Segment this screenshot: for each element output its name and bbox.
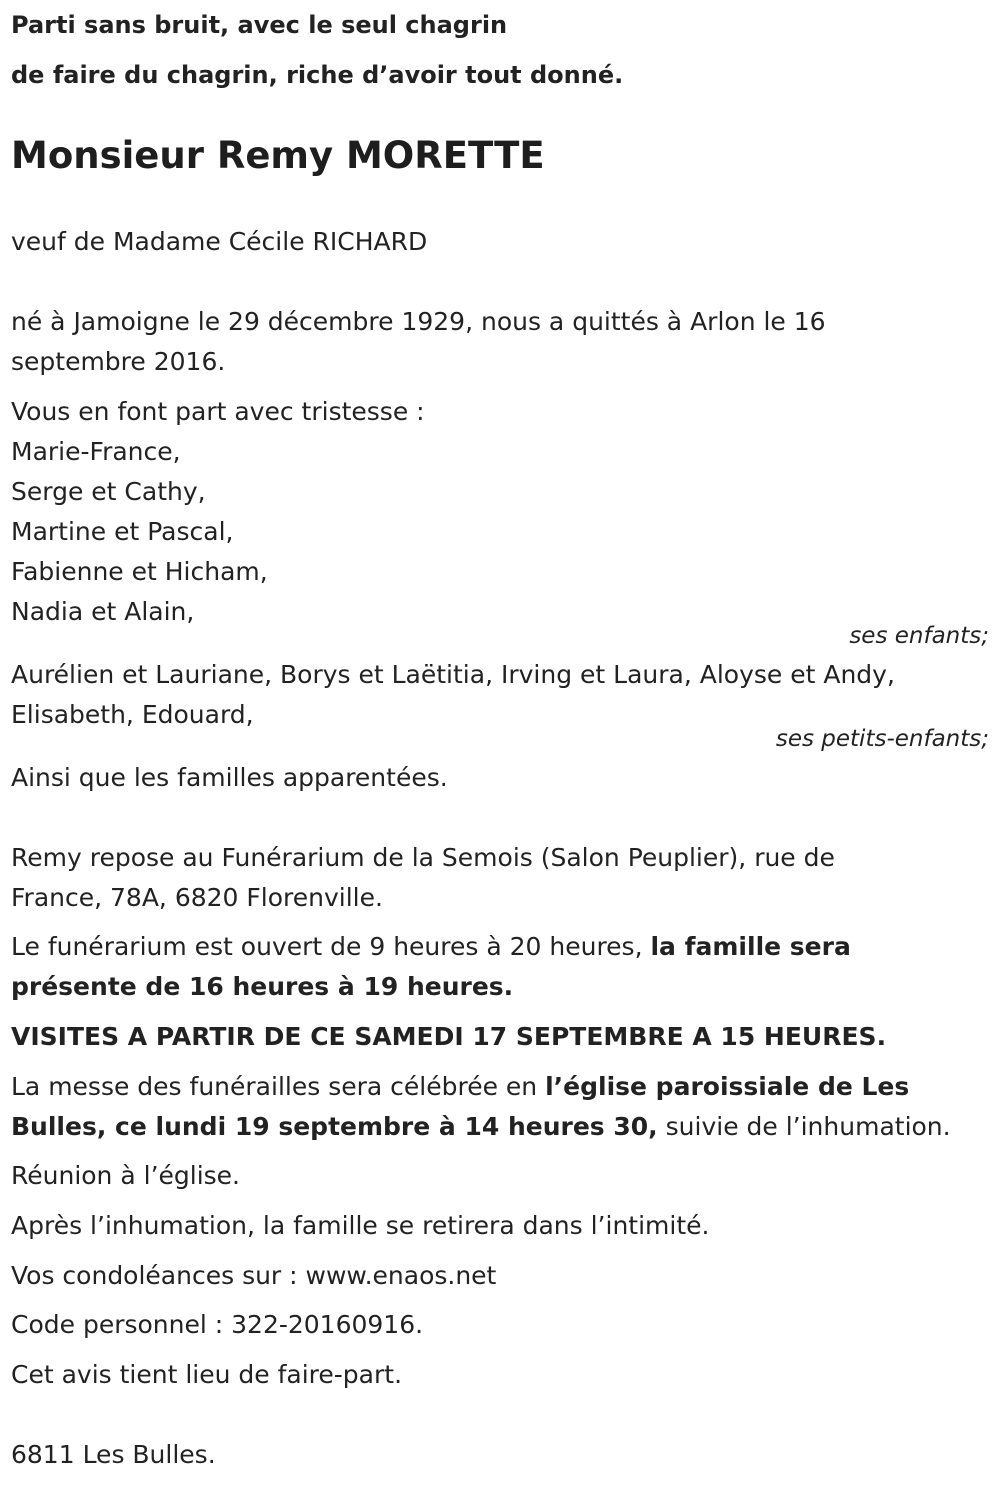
church-text: l’église paroissiale de Les <box>545 1072 910 1101</box>
after-line: Après l’inhumation, la famille se retirera dans l’intimité. <box>11 1211 710 1240</box>
hours-line-2: présente de 16 heures à 19 heures. <box>11 972 514 1001</box>
children-label: ses enfants; <box>849 623 989 649</box>
birth-death-line-1: né à Jamoigne le 29 décembre 1929, nous a quittés à Arlon le 16 <box>11 307 826 336</box>
child-1: Marie-France, <box>11 437 181 466</box>
family-presence-text: la famille sera <box>650 932 851 961</box>
mass-text: La messe des funérailles sera célébrée en <box>11 1072 546 1101</box>
condolences-line: Vos condoléances sur : www.enaos.net <box>11 1261 497 1290</box>
meeting-line: Réunion à l’église. <box>11 1161 241 1190</box>
grandchildren-line-1: Aurélien et Lauriane, Borys et Laëtitia, Irving et Laura, Aloyse et Andy, <box>11 660 895 689</box>
mass-line-2 <box>11 1107 951 1147</box>
rest-line-2: France, 78A, 6820 Florenville. <box>11 883 383 912</box>
code-line: Code personnel : 322-20160916. <box>11 1310 424 1339</box>
address-line: 6811 Les Bulles. <box>11 1440 216 1469</box>
spouse-line: veuf de Madame Cécile RICHARD <box>11 227 428 256</box>
birth-death-line-2: septembre 2016. <box>11 347 226 376</box>
deceased-name: Monsieur Remy MORETTE <box>11 134 545 177</box>
child-3: Martine et Pascal, <box>11 517 234 546</box>
notice-line: Cet avis tient lieu de faire-part. <box>11 1360 403 1389</box>
family-intro: Vous en font part avec tristesse : <box>11 397 425 426</box>
visits-line: VISITES A PARTIR DE CE SAMEDI 17 SEPTEMBRE A 15 HEURES. <box>11 1022 887 1051</box>
epigraph-line-1: Parti sans bruit, avec le seul chagrin <box>11 11 508 39</box>
child-4: Fabienne et Hicham, <box>11 557 268 586</box>
child-2: Serge et Cathy, <box>11 477 206 506</box>
grandchildren-line-2: Elisabeth, Edouard, <box>11 700 254 729</box>
rest-line-1: Remy repose au Funérarium de la Semois (Salon Peuplier), rue de <box>11 843 835 872</box>
child-5: Nadia et Alain, <box>11 597 195 626</box>
hours-text: Le funérarium est ouvert de 9 heures à 20 heures, <box>11 932 651 961</box>
grandchildren-label: ses petits-enfants; <box>775 726 989 752</box>
mass-line-1 <box>11 1067 909 1107</box>
epigraph-line-2: de faire du chagrin, riche d’avoir tout donné. <box>11 61 624 89</box>
mass-date-text: Bulles, ce lundi 19 septembre à 14 heures 30, <box>11 1112 658 1141</box>
hours-line-1 <box>11 927 851 967</box>
relatives-line: Ainsi que les familles apparentées. <box>11 763 448 792</box>
burial-text: suivie de l’inhumation. <box>657 1112 951 1141</box>
